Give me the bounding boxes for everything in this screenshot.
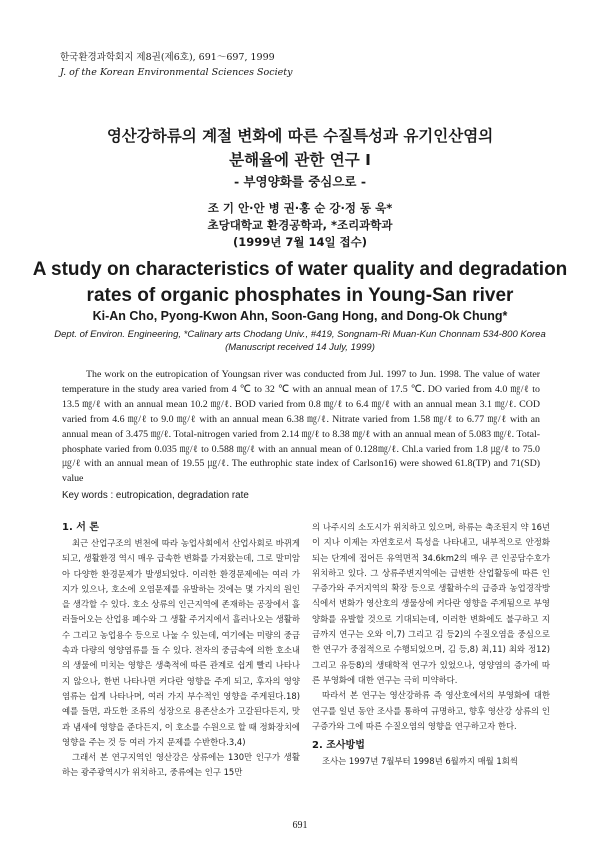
page-number: 691 <box>292 820 308 831</box>
english-title <box>0 257 600 309</box>
abstract-text: The work on the eutropication of Youngsan river was conducted from Jul. 1997 to Jun. 1998. The value of water temperature in the study area varied from 4 ℃ to 32 ℃ with an annual mean of 17.5 ℃. DO varied from 4.0 ㎎/ℓ to 13.5 ㎎/ℓ with an annual mean 10.2 ㎎/ℓ. BOD varied from 0.8 ㎎/ℓ to 6.4 ㎎/ℓ with an annual mean 3.1 ㎎/ℓ. COD varied from 4.6 ㎎/ℓ to 9.0 ㎎/ℓ with an annual mean 6.38 ㎎/ℓ. Nitrate varied from 1.58 ㎎/ℓ to 6.77 ㎎/ℓ with an annual mean of 3.475 ㎎/ℓ. Total-nitrogen varied from 2.14 ㎎/ℓ to 8.38 ㎎/ℓ with an annual mean of 5.083 ㎎/ℓ. Total-phosphate varied from 0.035 ㎎/ℓ to 0.588 ㎎/ℓ with an annual mean of 0.128㎎/ℓ. Chl.a varied from 1.8 ㎍/ℓ to 75.0 ㎍/ℓ with an annual mean of 19.55 ㎍/ℓ. The euthrophic state index of Carlson16) were showed 61.8(TP) and 71(SD) value <box>62 369 540 485</box>
english-affiliation-block <box>0 328 600 354</box>
section1-paragraph-1: 최근 산업구조의 변천에 따라 농업사회에서 산업사회로 바뀌게 되고, 생활환경 역시 매우 급속한 변화를 가져왔는데, 그로 말미암아 다양한 환경문제가 발생되었다. 이러한 환경문제에는 여러 가지가 있으나, 호소에 오염문제를 유발하는 것에는 몇 가지의 원인을 생각할 수 있다. 호소 상류의 인근지역에 존재하는 공장에서 흘러들어오는 산업용 폐수와 그 생활 주거지에서 흘러나오는 생활하수 그리고 농업용수 등으로 나눌 수 있는데, 여기에는 미량의 중금속과 다량의 영양염류를 들 수 있다. 전자의 중금속에 의한 호소내의 생물에 미치는 영향은 생축적에 따른 관계로 쉽게 빨리 나타나지 않으나, 한번 나타나면 커다란 영향을 주게 되고, 후자의 영양염류는 쉽게 나타나며, 여러 가지 부수적인 영향을 주게된다.18) 예를 들면, 과도한 조류의 성장으로 용존산소가 고갈된다든지, 맛과 냄새에 영향을 준다든지, 이 호소를 수원으로 할 때 정화장치에 영향을 주는 것 등 여러 가지 문제를 수반한다.3,4) <box>62 538 300 747</box>
keywords: Key words : eutropication, degradation rate <box>62 490 249 501</box>
right-column <box>312 520 550 769</box>
korean-title-line1: 영산강하류의 계절 변화에 따른 수질특성과 유기인산염의 <box>106 127 494 145</box>
english-received: (Manuscript received 14 July, 1999) <box>225 342 375 353</box>
english-title-line1: A study on characteristics of water quality and degradation <box>32 259 568 280</box>
left-column <box>62 520 300 781</box>
korean-title <box>0 124 600 172</box>
english-affiliation: Dept. of Environ. Engineering, *Calinary arts Chodang Univ., #419, Songnam-Ri Muan-Kun Chonnam 534-800 Korea <box>54 329 546 340</box>
section1-paragraph-3: 따라서 본 연구는 영산강하류 즉 영산호에서의 부영화에 대한 연구를 일년 동안 조사를 통하여 규명하고, 향후 영산강 상류의 인구증가와 그에 따른 수질오염의 영향을 연구하고자 한다. <box>312 690 550 731</box>
section2-paragraph-1: 조사는 1997년 7월부터 1998년 6월까지 매월 1회씩 <box>322 756 518 767</box>
korean-authors <box>0 200 600 251</box>
korean-received: (1999년 7월 14일 접수) <box>232 235 368 249</box>
journal-korean: 한국환경과학회지 제8권(제6호), 691～697, 1999 <box>60 52 275 63</box>
english-title-line2: rates of organic phosphates in Young-San river <box>86 285 514 306</box>
section1-heading: 1. 서 론 <box>62 522 100 533</box>
section1-paragraph-2: 그래서 본 연구지역인 영산강은 상류에는 130만 인구가 생활하는 광주광역시가 위치하고, 중류에는 인구 15만 <box>62 752 300 778</box>
abstract <box>62 368 540 487</box>
journal-english: J. of the Korean Environmental Sciences Society <box>60 67 293 78</box>
korean-affiliation: 초당대학교 환경공학과, *조리과학과 <box>207 218 393 232</box>
korean-title-line2: 분해율에 관한 연구 Ⅰ <box>229 151 371 169</box>
section2-heading: 2. 조사방법 <box>312 740 365 752</box>
english-author-names: Ki-An Cho, Pyong-Kwon Ahn, Soon-Gang Hong, and Dong-Ok Chung* <box>92 309 508 323</box>
korean-subtitle: - 부영양화를 중심으로 - <box>233 174 367 189</box>
korean-author-names: 조 기 안·안 병 권·홍 순 강·정 동 욱* <box>207 201 393 215</box>
section1-paragraph-2-cont: 의 나주시의 소도시가 위치하고 있으며, 하류는 축조된지 약 16년이 지나 이제는 자연호로서 특성을 나타내고, 내부적으로 안정화되는 단계에 접어든 유역면적 34.6km2의 매우 큰 인공담수호가 위치하고 있다. 그 상류주변지역에는 급변한 산업활동에 따른 인구증가와 주거지역의 확장 등으로 생활하수의 급증과 농업경작방식에서 변화가 영산호의 생물상에 커다란 영향을 주게됨으로 부영양화를 유발할 것으로 기대되는데, 이러한 변화에도 불구하고 지금까지 연구는 오와 이,7) 그리고 김 등2)의 수질오염을 중심으로 한 연구가 중점적으로 수행되었으며, 김 등,8) 최,11) 최와 정12) 그리고 유등8)의 생태학적 연구가 있었으나, 영양염의 증가에 따른 부영화에 대한 연구는 극히 미약하다. <box>312 522 550 685</box>
journal-header <box>60 50 292 80</box>
